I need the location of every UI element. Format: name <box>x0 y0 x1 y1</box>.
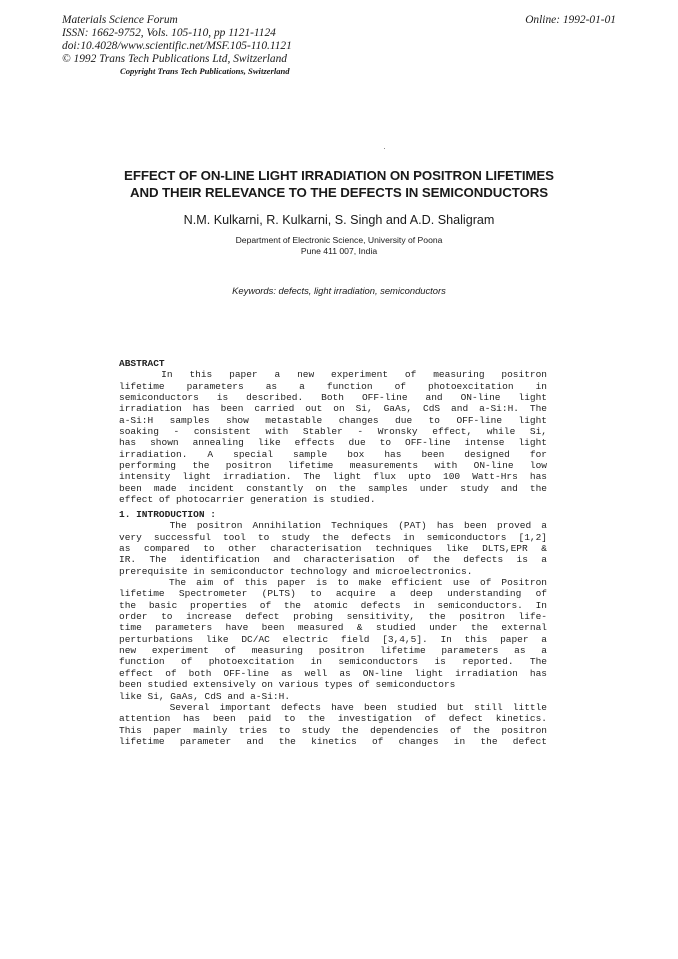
paper-title <box>0 167 678 201</box>
keywords: Keywords: defects, light irradiation, semiconductors <box>232 285 446 296</box>
journal-name: Materials Science Forum <box>62 14 178 26</box>
title-line-1: EFFECT OF ON-LINE LIGHT IRRADIATION ON POSITRON LIFETIMES <box>124 168 554 183</box>
introduction-line: The aim of this paper is to make efficient use of Positron <box>119 577 547 589</box>
introduction-line: the basic properties of the atomic defects in semiconductors. In <box>119 599 547 611</box>
abstract-line: irradiation. A special sample box has been designed for <box>119 448 547 460</box>
introduction-line: The positron Annihilation Techniques (PAT) has been proved a <box>119 520 547 532</box>
introduction-line: Several important defects have been studied but still little <box>119 701 547 713</box>
introduction-line: new experiment of measuring positron lifetime parameters as a <box>119 645 547 657</box>
author-list: N.M. Kulkarni, R. Kulkarni, S. Singh and A.D. Shaligram <box>183 213 495 227</box>
abstract-heading: ABSTRACT <box>119 358 165 369</box>
introduction-line: lifetime parameter and the kinetics of changes in the defect <box>119 735 547 747</box>
introduction-line: like Si, GaAs, CdS and a-Si:H. <box>119 690 291 702</box>
introduction-line: function of photoexcitation in semiconductors is reported. The <box>119 656 547 668</box>
abstract-line: performing the positron lifetime measurements with ON-line low <box>119 460 547 472</box>
introduction-body <box>119 520 547 747</box>
introduction-line: attention has been paid to the investigation of defect kinetics. <box>119 713 547 725</box>
issn-line: ISSN: 1662-9752, Vols. 105-110, pp 1121-1124 <box>62 27 276 39</box>
introduction-line: This paper mainly tries to study the dependencies of the positron <box>119 724 547 736</box>
abstract-line: In this paper a new experiment of measuring positron <box>119 369 547 381</box>
introduction-line: IR. The identification and characterisation of the defects is a <box>119 554 547 566</box>
abstract-line: intensity light irradiation. The light flux upto 100 Watt-Hrs has <box>119 471 547 483</box>
introduction-line: perturbations like DC/AC electric field [3,4,5]. In this paper a <box>119 633 547 645</box>
speck <box>384 148 385 149</box>
affiliation-department: Department of Electronic Science, University of Poona <box>235 235 443 245</box>
introduction-heading: 1. INTRODUCTION : <box>119 509 216 520</box>
abstract-section <box>119 358 547 505</box>
introduction-section <box>119 509 547 747</box>
doi-line: doi:10.4028/www.scientific.net/MSF.105-110.1121 <box>62 40 292 52</box>
introduction-line: as compared to other characterisation techniques like DLTS,EPR & <box>119 543 547 555</box>
copyright-notice: Copyright Trans Tech Publications, Switzerland <box>120 66 290 76</box>
affiliation-city: Pune 411 007, India <box>300 246 378 256</box>
introduction-line: prerequisite in semiconductor technology and microelectronics. <box>119 565 473 577</box>
affiliation <box>0 235 678 257</box>
abstract-line: effect of photocarrier generation is studied. <box>119 494 376 506</box>
publisher-line: © 1992 Trans Tech Publications Ltd, Switzerland <box>62 53 287 65</box>
abstract-line: been made incident constantly on the samples under study and the <box>119 482 547 494</box>
online-date: Online: 1992-01-01 <box>525 14 616 26</box>
introduction-line: very successful tool to study the defects in semiconductors [1,2] <box>119 531 547 543</box>
title-line-2: AND THEIR RELEVANCE TO THE DEFECTS IN SEMICONDUCTORS <box>129 185 549 200</box>
introduction-line: effect of both OFF-line as well as ON-line light irradiation has <box>119 667 547 679</box>
introduction-line: time parameters have been measured & studied under the external <box>119 622 547 634</box>
abstract-line: soaking - consistent with Stabler - Wronsky effect, while Si, <box>119 426 547 438</box>
abstract-line: has shown annealing like effects due to OFF-line intense light <box>119 437 547 449</box>
abstract-line: semiconductors is described. Both OFF-line and ON-line light <box>119 392 547 404</box>
journal-metadata <box>62 14 292 66</box>
abstract-line: a-Si:H samples show metastable changes due to OFF-line light <box>119 414 547 426</box>
abstract-line: lifetime parameters as a function of photoexcitation in <box>119 380 547 392</box>
abstract-line: irradiation has been carried out on Si, GaAs, CdS and a-Si:H. The <box>119 403 547 415</box>
introduction-line: order to increase defect probing sensitivity, the positron life- <box>119 611 547 623</box>
introduction-line: been studied extensively on various types of semiconductors <box>119 679 456 691</box>
introduction-line: lifetime Spectrometer (PLTS) to acquire a deep understanding of <box>119 588 547 600</box>
abstract-body <box>119 369 547 505</box>
